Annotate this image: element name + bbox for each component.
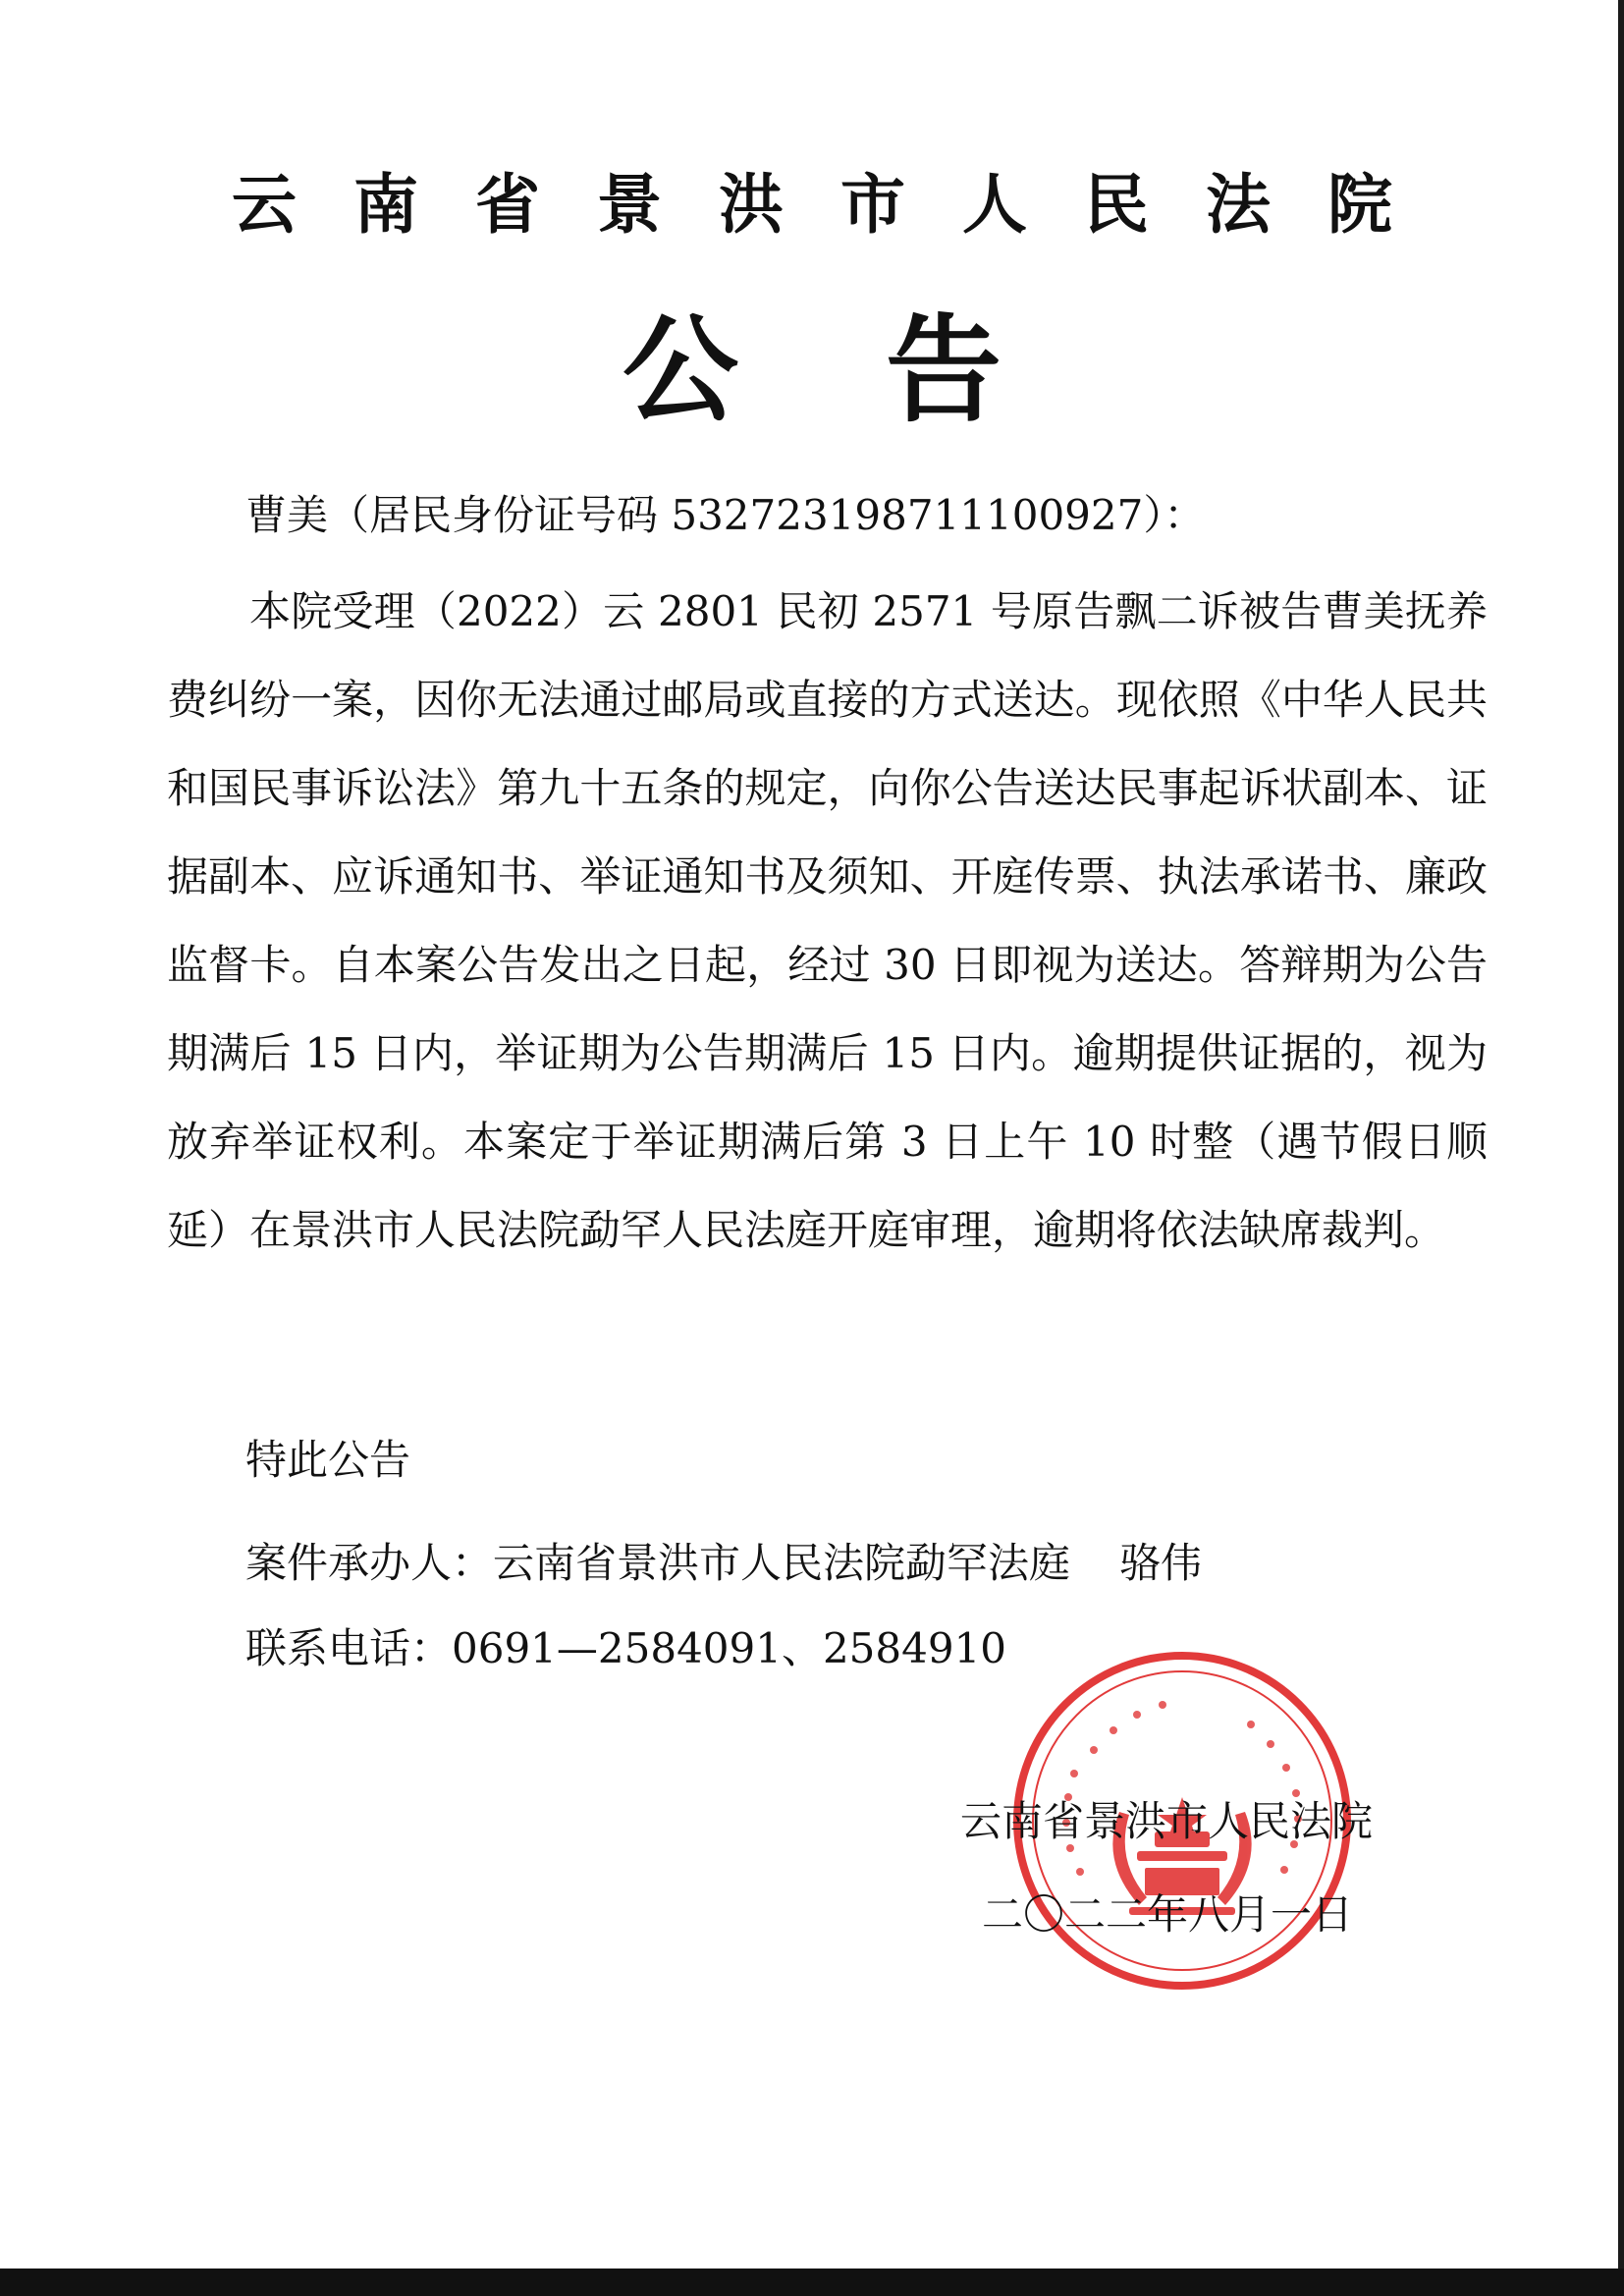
handler-org: 云南省景洪市人民法院勐罕法庭 [493,1539,1071,1587]
closing-notice: 特此公告 [245,1436,411,1484]
signature-organization: 云南省景洪市人民法院 [960,1797,1374,1845]
phone-label: 联系电话： [245,1624,453,1672]
scan-edge-bottom [0,2269,1624,2296]
case-handler-line [245,1537,1202,1591]
notice-body-paragraph: 本院受理（2022）云 2801 民初 2571 号原告飘二诉被告曹美抚养费纠纷一案，因你无法通过邮局或直接的方式送达。现依照《中华人民共和国民事诉讼法》第九十五条的规定，向你公告送达民事起诉状副本、证据副本、应诉通知书、举证通知书及须知、开庭传票、执法承诺书、廉政监督卡。自本案公告发出之日起，经过 30 日即视为送达。答辩期为公告期满后 15 日内，举证期为公告期满后 15 日内。逾期提供证据的，视为放弃举证权利。本案定于举证期满后第 3 日上午 10 时整（遇节假日顺延）在景洪市人民法院勐罕人民法庭开庭审理，逾期将依法缺席裁判。 [167,587,1488,1254]
phone-number: 0691—2584091、2584910 [452,1624,1007,1672]
handler-name: 骆伟 [1119,1539,1203,1587]
handler-label: 案件承办人： [245,1539,494,1587]
scan-edge-right [1618,0,1624,2296]
signature-date: 二〇二二年八月一日 [982,1890,1354,1939]
contact-phone-line [245,1622,1006,1676]
court-name-heading: 云南省景洪市人民法院 [232,166,1449,243]
addressee-line: 曹美（居民身份证号码 532723198711100927）： [245,491,1206,539]
document-title: 公告 [622,301,1149,438]
